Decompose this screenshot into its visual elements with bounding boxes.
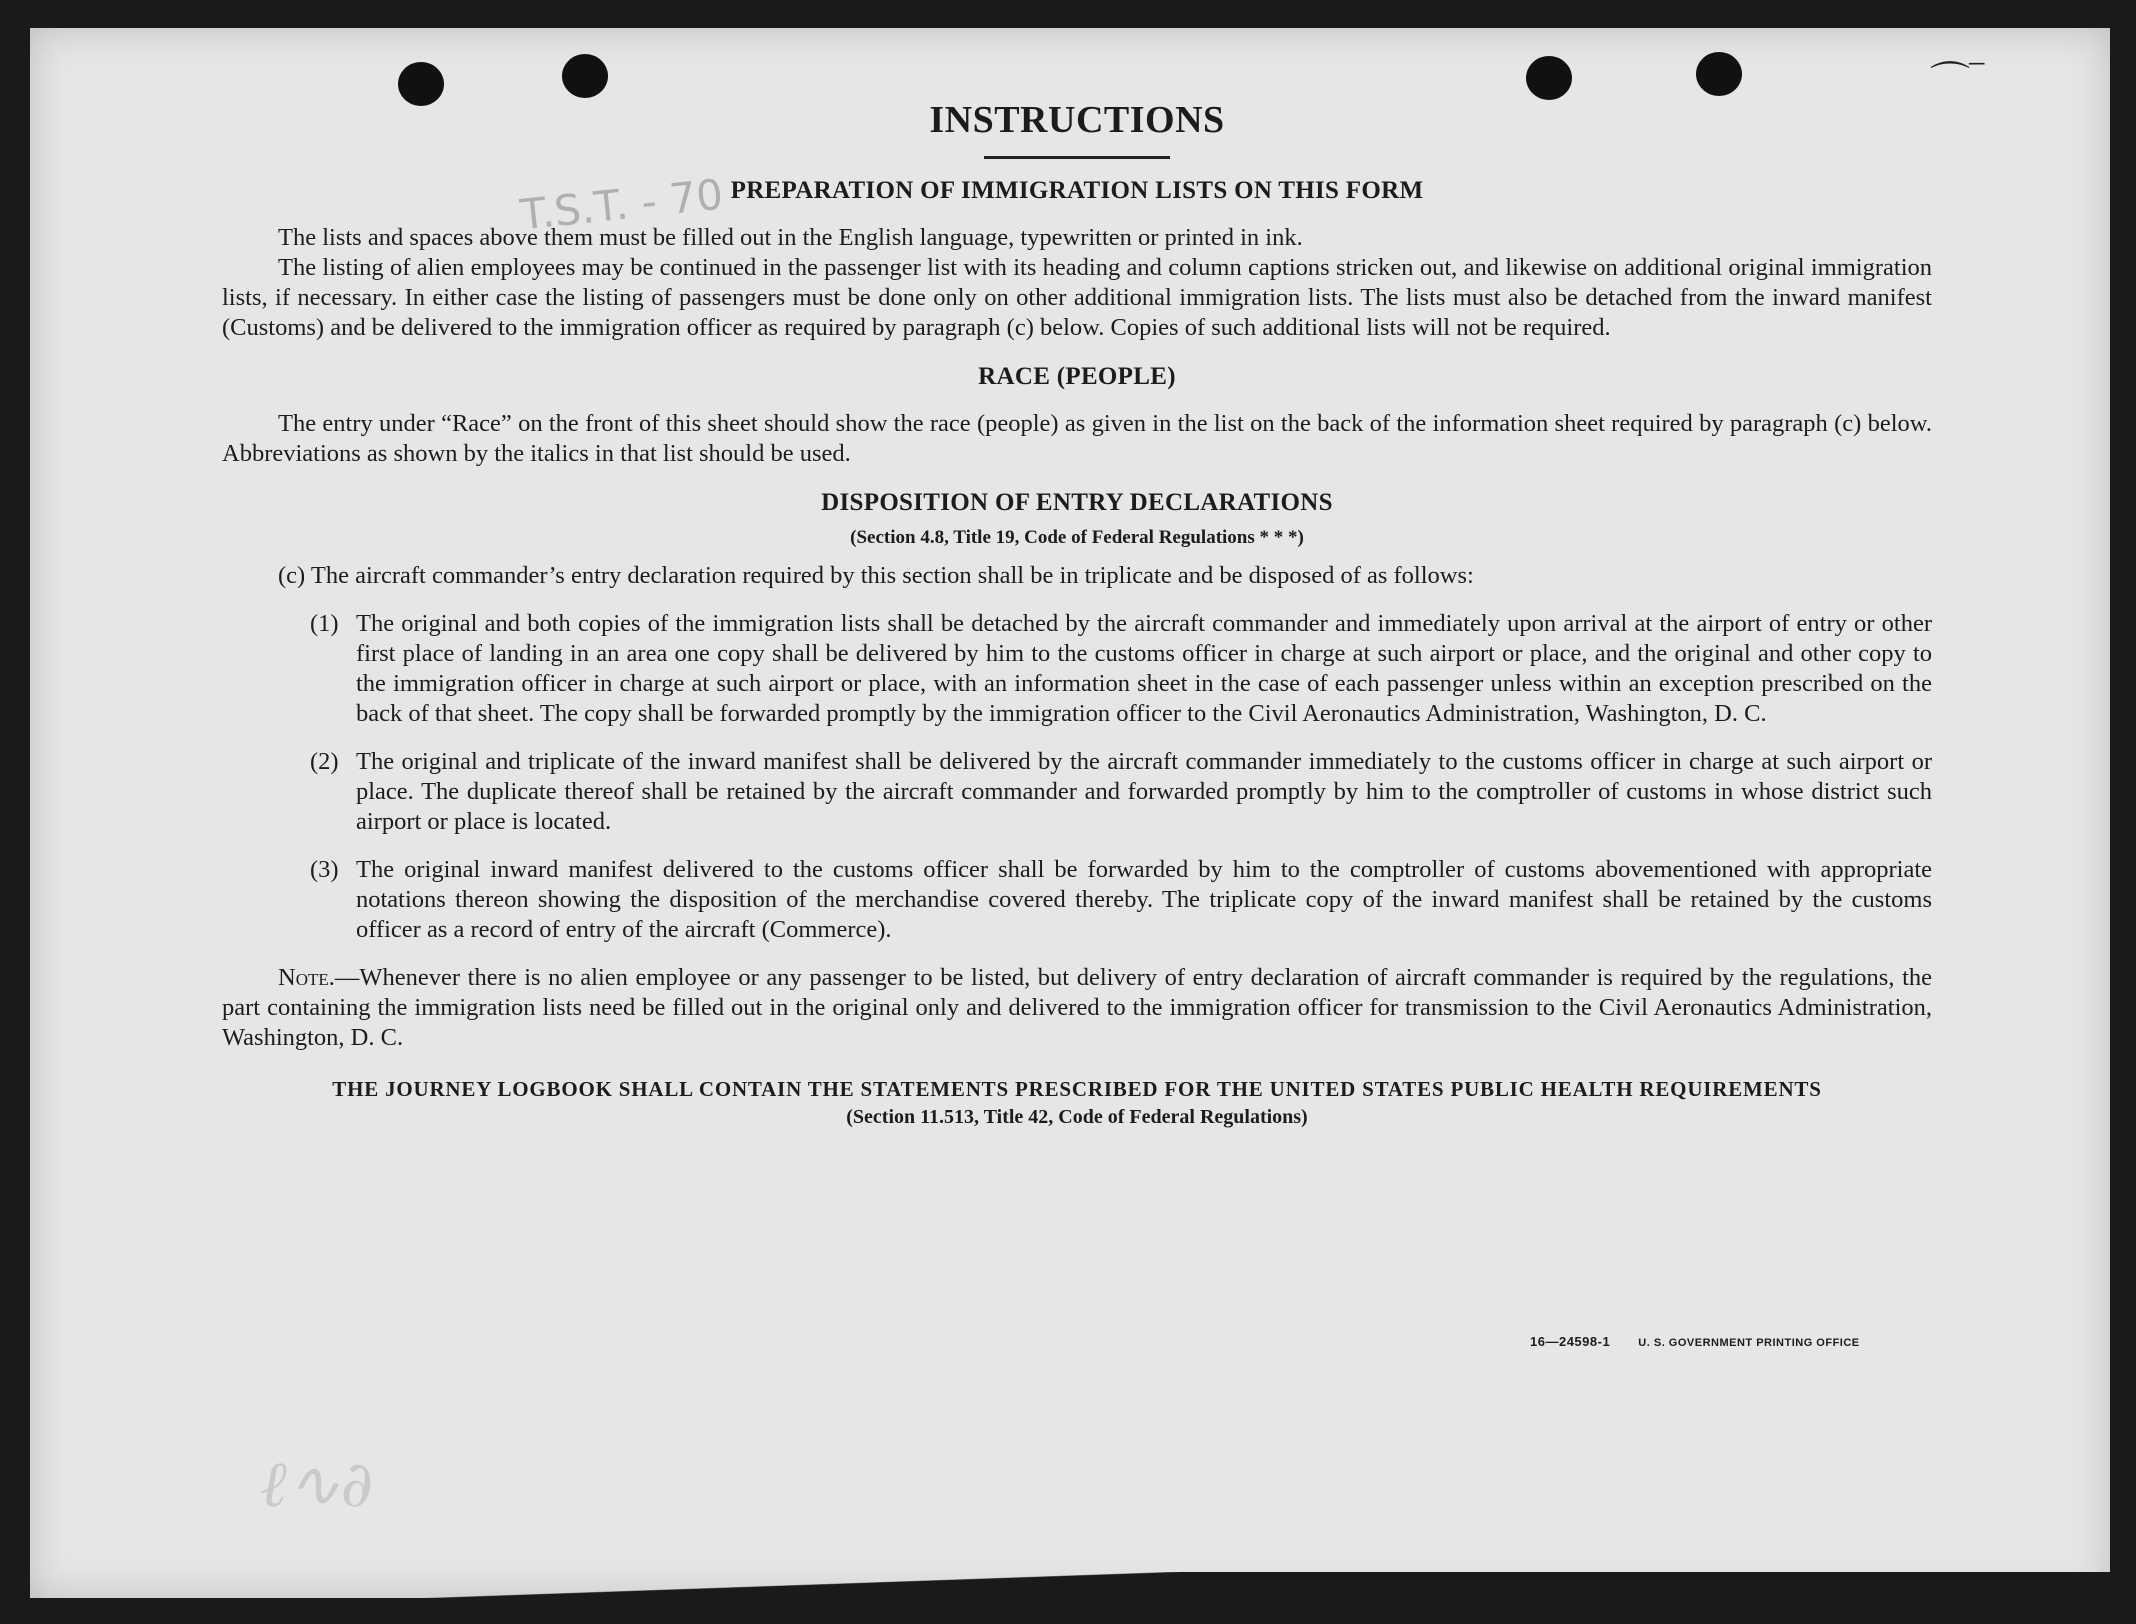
race-paragraph: The entry under “Race” on the front of this sheet should show the race (people) as given in the list on the back of the information sheet required by paragraph (c) below. Abbreviations as shown by the italics in that list should be used. (222, 410, 1932, 467)
disposition-intro (278, 561, 1932, 591)
form-number: 16—24598-1 (1530, 1334, 1611, 1349)
document-page (30, 28, 2110, 1598)
disposition-intro-text: The aircraft commander’s entry declaration required by this section shall be in triplicate and be disposed of as follows: (310, 562, 1474, 589)
printer-name: U. S. GOVERNMENT PRINTING OFFICE (1638, 1337, 1860, 1349)
punch-hole (562, 54, 608, 98)
faint-signature: ℓ∿∂ (260, 1448, 374, 1522)
disposition-item-1 (310, 609, 1932, 729)
disposition-item-3 (310, 855, 1932, 945)
paragraph-label: (c) (278, 562, 306, 589)
punch-hole (1526, 56, 1572, 100)
preparation-paragraph-1: The lists and spaces above them must be filled out in the English language, typewritten or printed in ink. (278, 224, 1303, 251)
print-footer (1530, 1334, 1860, 1349)
preparation-paragraph-2: The listing of alien employees may be continued in the passenger list with its heading and column captions stricken out, and likewise on additional original immigration lists, if necessary. In either case the listing of passengers must be done only on other additional immigration lists. The lists must also be detached from the inward manifest (Customs) and be delivered to the immigration officer as required by paragraph (c) below. Copies of such additional lists will not be required. (222, 254, 1932, 341)
torn-edge (30, 1572, 2110, 1598)
item-number: (2) (310, 748, 339, 775)
punch-hole (1696, 52, 1742, 96)
logbook-reference: (Section 11.513, Title 42, Code of Federal Regulations) (846, 1106, 1308, 1128)
note-paragraph (222, 963, 1932, 1053)
document-body (222, 98, 1932, 1129)
race-heading: RACE (PEOPLE) (978, 363, 1176, 390)
handwritten-annotation: T.S.T. - 70 (517, 169, 726, 240)
item-text: The original inward manifest delivered to the customs officer shall be forwarded by him to the comptroller of customs abovementioned with appropriate notations thereon showing the disposition of the merchandise covered thereby. The triplicate copy of the inward manifest shall be retained by the customs officer as a record of entry of the aircraft (Commerce). (356, 856, 1932, 943)
note-text: —Whenever there is no alien employee or any passenger to be listed, but delivery of entry declaration of aircraft commander is required by the regulations, the part containing the immigration lists need be filled out in the original only and delivered to the immigration officer for transmission to the Civil Aeronautics Administration, Washington, D. C. (222, 964, 1932, 1051)
item-number: (1) (310, 610, 339, 637)
title-divider (984, 156, 1170, 159)
disposition-heading: DISPOSITION OF ENTRY DECLARATIONS (821, 489, 1333, 516)
item-text: The original and triplicate of the inward manifest shall be delivered by the aircraft commander immediately to the customs officer in charge at such airport or place. The duplicate thereof shall be retained by the aircraft commander and forwarded promptly by him to the comptroller of customs in whose district such airport or place is located. (356, 748, 1932, 835)
page-title: INSTRUCTIONS (929, 99, 1225, 141)
item-number: (3) (310, 856, 339, 883)
disposition-item-2 (310, 747, 1932, 837)
logbook-statement: THE JOURNEY LOGBOOK SHALL CONTAIN THE STATEMENTS PRESCRIBED FOR THE UNITED STATES PUBLIC HEALTH REQUIREMENTS (332, 1077, 1822, 1101)
corner-mark: ⌒‾ (1930, 59, 1984, 104)
disposition-reference: (Section 4.8, Title 19, Code of Federal Regulations * * *) (850, 527, 1304, 548)
preparation-heading: PREPARATION OF IMMIGRATION LISTS ON THIS FORM (730, 177, 1424, 204)
item-text: The original and both copies of the immigration lists shall be detached by the aircraft commander and immediately upon arrival at the airport of entry or other first place of landing in an area one copy shall be delivered by him to the customs officer in charge at such airport or place, and the original and other copy to the immigration officer in charge at such airport or place, with an information sheet in the case of each passenger unless within an exception prescribed on the back of that sheet. The copy shall be forwarded promptly by the immigration officer to the Civil Aeronautics Administration, Washington, D. C. (356, 610, 1932, 727)
note-label: Note. (278, 964, 335, 991)
